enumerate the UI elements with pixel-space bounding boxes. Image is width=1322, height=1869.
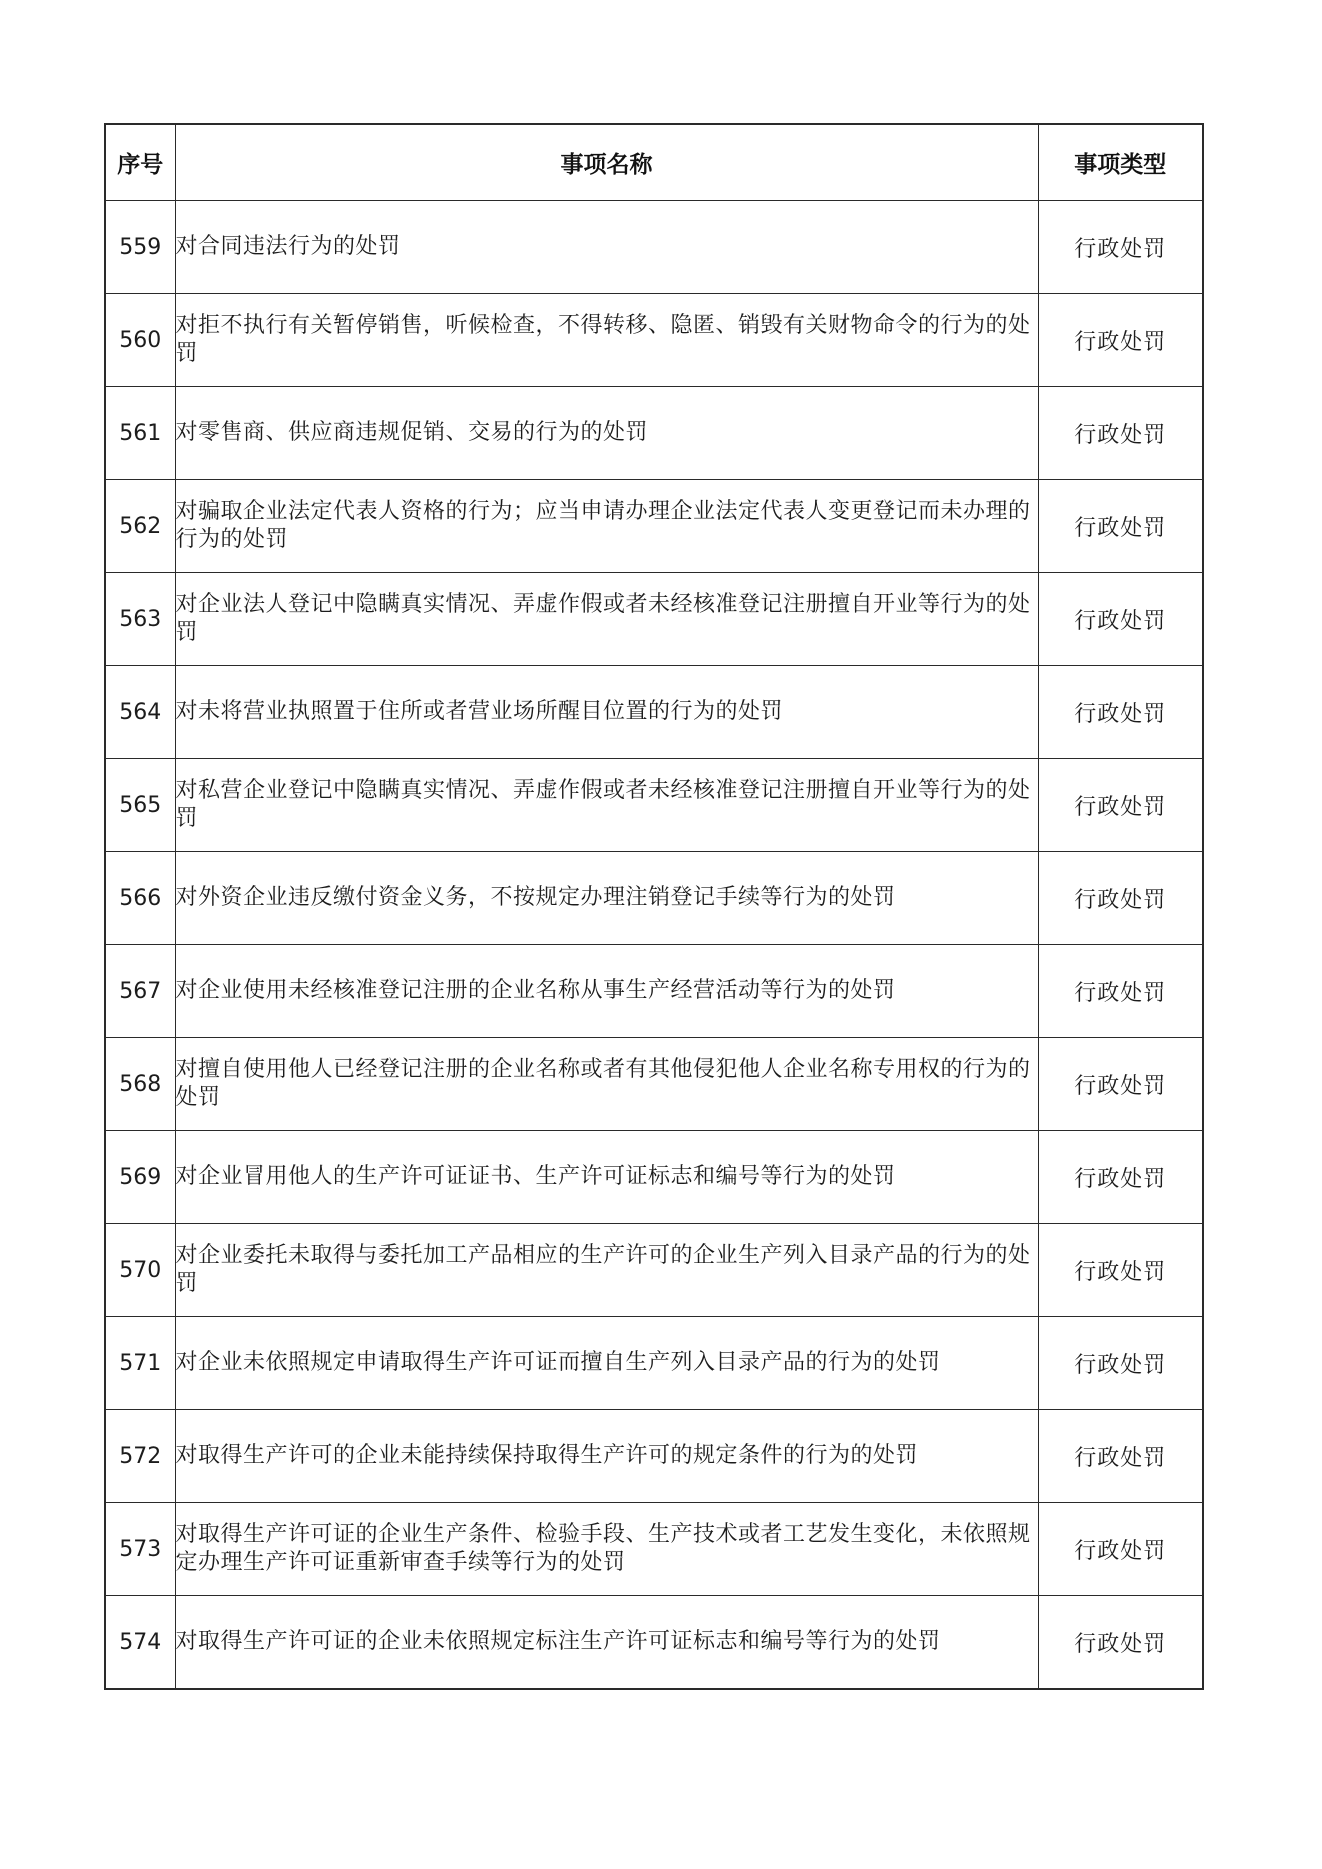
header-no: 序号 [105,124,175,201]
item-type: 行政处罚 [1038,573,1203,666]
row-number: 565 [105,759,175,852]
item-type: 行政处罚 [1038,480,1203,573]
table-row [105,201,1203,294]
table-row [105,1317,1203,1410]
table-header-row [105,124,1203,201]
table-row [105,1410,1203,1503]
item-name: 对零售商、供应商违规促销、交易的行为的处罚 [175,387,1038,480]
item-name: 对合同违法行为的处罚 [175,201,1038,294]
row-number: 559 [105,201,175,294]
item-name: 对企业使用未经核准登记注册的企业名称从事生产经营活动等行为的处罚 [175,945,1038,1038]
item-type: 行政处罚 [1038,1596,1203,1690]
item-name: 对外资企业违反缴付资金义务，不按规定办理注销登记手续等行为的处罚 [175,852,1038,945]
item-type: 行政处罚 [1038,1224,1203,1317]
row-number: 572 [105,1410,175,1503]
table-row [105,480,1203,573]
item-name: 对企业冒用他人的生产许可证证书、生产许可证标志和编号等行为的处罚 [175,1131,1038,1224]
header-type: 事项类型 [1038,124,1203,201]
item-type: 行政处罚 [1038,201,1203,294]
item-type: 行政处罚 [1038,387,1203,480]
item-name: 对取得生产许可证的企业未依照规定标注生产许可证标志和编号等行为的处罚 [175,1596,1038,1690]
item-name: 对企业未依照规定申请取得生产许可证而擅自生产列入目录产品的行为的处罚 [175,1317,1038,1410]
item-name: 对企业法人登记中隐瞒真实情况、弄虚作假或者未经核准登记注册擅自开业等行为的处罚 [175,573,1038,666]
row-number: 571 [105,1317,175,1410]
item-type: 行政处罚 [1038,666,1203,759]
item-type: 行政处罚 [1038,1038,1203,1131]
row-number: 563 [105,573,175,666]
item-type: 行政处罚 [1038,1131,1203,1224]
table-row [105,1131,1203,1224]
items-table [104,123,1204,1690]
row-number: 560 [105,294,175,387]
table-row [105,1503,1203,1596]
item-name: 对擅自使用他人已经登记注册的企业名称或者有其他侵犯他人企业名称专用权的行为的处罚 [175,1038,1038,1131]
row-number: 566 [105,852,175,945]
item-name: 对取得生产许可的企业未能持续保持取得生产许可的规定条件的行为的处罚 [175,1410,1038,1503]
item-name: 对企业委托未取得与委托加工产品相应的生产许可的企业生产列入目录产品的行为的处罚 [175,1224,1038,1317]
row-number: 569 [105,1131,175,1224]
item-name: 对拒不执行有关暂停销售，听候检查，不得转移、隐匿、销毁有关财物命令的行为的处罚 [175,294,1038,387]
table-row [105,666,1203,759]
table-row [105,573,1203,666]
table-row [105,759,1203,852]
item-type: 行政处罚 [1038,852,1203,945]
table-row [105,852,1203,945]
header-name: 事项名称 [175,124,1038,201]
item-type: 行政处罚 [1038,294,1203,387]
table-row [105,1038,1203,1131]
row-number: 562 [105,480,175,573]
item-type: 行政处罚 [1038,1317,1203,1410]
row-number: 570 [105,1224,175,1317]
row-number: 564 [105,666,175,759]
table-row [105,945,1203,1038]
row-number: 567 [105,945,175,1038]
item-type: 行政处罚 [1038,1503,1203,1596]
item-name: 对取得生产许可证的企业生产条件、检验手段、生产技术或者工艺发生变化，未依照规定办理生产许可证重新审查手续等行为的处罚 [175,1503,1038,1596]
item-name: 对未将营业执照置于住所或者营业场所醒目位置的行为的处罚 [175,666,1038,759]
table-row [105,1596,1203,1690]
item-name: 对骗取企业法定代表人资格的行为；应当申请办理企业法定代表人变更登记而未办理的行为的处罚 [175,480,1038,573]
row-number: 568 [105,1038,175,1131]
item-type: 行政处罚 [1038,1410,1203,1503]
row-number: 573 [105,1503,175,1596]
item-name: 对私营企业登记中隐瞒真实情况、弄虚作假或者未经核准登记注册擅自开业等行为的处罚 [175,759,1038,852]
row-number: 561 [105,387,175,480]
table-row [105,387,1203,480]
item-type: 行政处罚 [1038,759,1203,852]
table-row [105,294,1203,387]
row-number: 574 [105,1596,175,1690]
table-row [105,1224,1203,1317]
item-type: 行政处罚 [1038,945,1203,1038]
